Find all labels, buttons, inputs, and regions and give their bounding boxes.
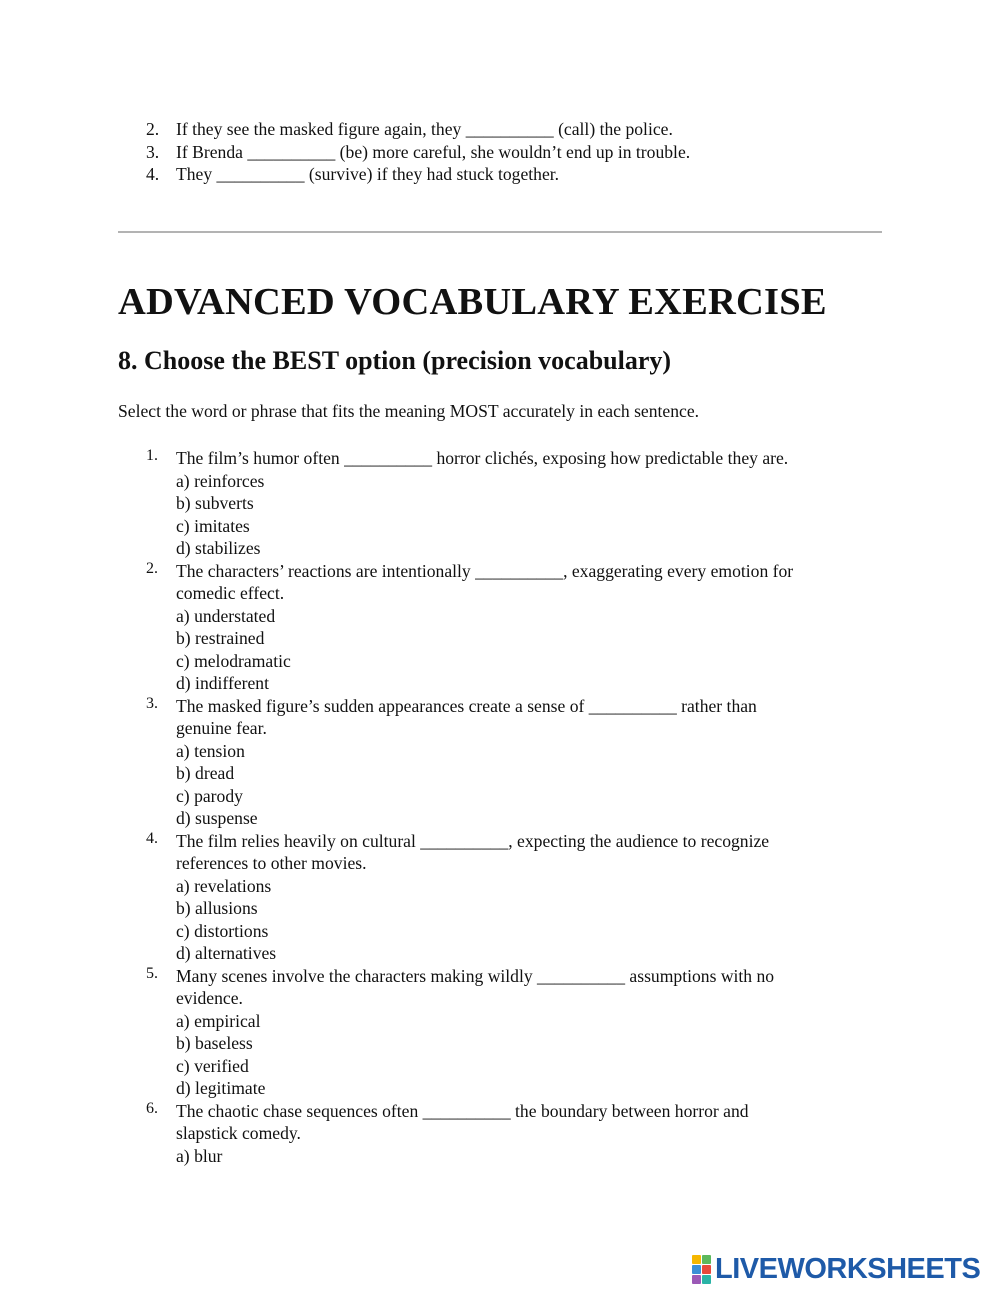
section-heading: 8. Choose the BEST option (precision vocabulary) [118,346,672,375]
answer-option[interactable]: c) imitates [176,515,250,536]
question-text: The masked figure’s sudden appearances create a sense of __________ rather than [176,695,757,716]
question-text-continued: evidence. [176,988,243,1008]
logo-tile [702,1275,711,1284]
question-number: 2. [146,559,158,577]
answer-option[interactable]: d) indifferent [176,673,269,693]
item-text: If they see the masked figure again, they __________ (call) the police. [176,119,673,139]
question-item [118,965,882,1100]
item-text: If Brenda __________ (be) more careful, she wouldn’t end up in trouble. [176,141,691,162]
answer-option[interactable]: a) tension [176,740,245,761]
question-text: The chaotic chase sequences often __________ the boundary between horror and [176,1100,749,1121]
question-item [118,830,882,965]
answer-option[interactable]: d) alternatives [176,943,277,963]
item-text: They __________ (survive) if they had stuck together. [176,164,560,184]
question-number: 4. [146,829,158,847]
answer-option[interactable]: d) suspense [176,808,258,828]
question-number: 3. [146,694,158,712]
question-number: 5. [146,964,158,982]
logo-tile [692,1265,701,1274]
question-text-continued: genuine fear. [176,718,267,738]
instructions: Select the word or phrase that fits the meaning MOST accurately in each sentence. [118,401,700,421]
answer-option[interactable]: a) blur [176,1145,223,1166]
answer-option[interactable]: b) baseless [176,1033,253,1053]
logo-tile [692,1275,701,1284]
item-number: 3. [146,141,160,162]
answer-option[interactable]: a) revelations [176,875,272,896]
answer-option[interactable]: c) distortions [176,920,269,941]
answer-option[interactable]: c) parody [176,785,243,806]
previous-item [118,141,878,164]
question-text: The characters’ reactions are intentionally __________, exaggerating every emotion for [176,560,794,581]
answer-option[interactable]: a) empirical [176,1010,261,1031]
question-text-continued: slapstick comedy. [176,1123,301,1143]
question-item [118,447,882,560]
logo-tile [702,1255,711,1264]
question-item [118,560,882,695]
answer-option[interactable]: a) understated [176,605,276,626]
logo-text: LIVEWORKSHEETS [715,1253,981,1285]
logo-tile [702,1265,711,1274]
question-number: 1. [146,447,158,464]
question-item [118,1100,882,1168]
previous-exercise-list [118,118,878,186]
answer-option[interactable]: b) dread [176,763,235,783]
answer-option[interactable]: b) restrained [176,628,265,648]
answer-option[interactable]: d) legitimate [176,1078,266,1098]
question-text-continued: comedic effect. [176,583,285,603]
section-divider [118,231,882,233]
answer-option[interactable]: d) stabilizes [176,538,261,558]
liveworksheets-logo[interactable] [692,1254,980,1284]
answer-option[interactable]: a) reinforces [176,470,265,491]
previous-item [118,163,878,186]
question-number: 6. [146,1099,158,1117]
page-title: ADVANCED VOCABULARY EXERCISE [118,281,827,323]
liveworksheets-logo-icon [692,1255,711,1284]
question-text: The film’s humor often __________ horror clichés, exposing how predictable they are. [176,448,789,468]
item-number: 4. [146,164,160,184]
question-text-continued: references to other movies. [176,853,367,873]
question-text: Many scenes involve the characters making wildly __________ assumptions with no [176,965,775,986]
answer-option[interactable]: b) subverts [176,493,254,513]
item-number: 2. [146,119,160,139]
answer-option[interactable]: b) allusions [176,898,258,918]
answer-option[interactable]: c) melodramatic [176,650,291,671]
previous-item [118,118,878,141]
question-text: The film relies heavily on cultural __________, expecting the audience to recognize [176,830,770,851]
question-list [118,447,882,1167]
answer-option[interactable]: c) verified [176,1055,249,1076]
logo-tile [692,1255,701,1264]
question-item [118,695,882,830]
